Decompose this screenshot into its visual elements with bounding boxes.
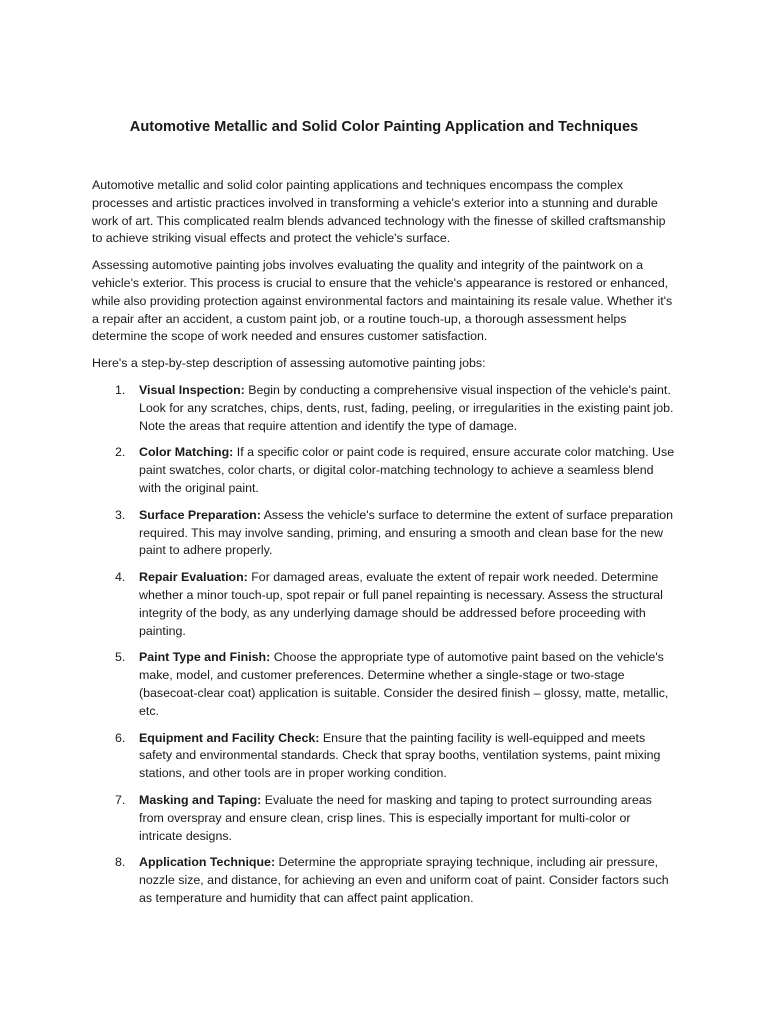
list-item-equipment-and-facility-check — [92, 730, 676, 783]
step-name: Paint Type and Finish: — [139, 650, 271, 665]
step-number: 3. — [115, 507, 126, 522]
list-item-masking-and-taping — [92, 792, 676, 845]
list-item-surface-preparation — [92, 507, 676, 560]
step-number: 6. — [115, 730, 126, 745]
step-text: Assess the vehicle's surface to determine the extent of surface preparation required. This may involve sanding, priming, and ensuring a smooth and clean base for the new paint to adhere properly. — [139, 507, 674, 558]
step-text: For damaged areas, evaluate the extent of repair work needed. Determine whether a minor touch-up, spot repair or full panel repainting is necessary. Assess the structural integrity of the body, as any underlying damage should be addressed before proceeding with painting. — [139, 570, 663, 638]
step-number: 1. — [115, 382, 126, 397]
step-number: 4. — [115, 570, 126, 585]
step-number: 5. — [115, 650, 126, 665]
step-number: 7. — [115, 792, 126, 807]
step-name: Application Technique: — [139, 855, 276, 870]
list-item-application-technique — [92, 854, 676, 907]
intro-paragraph: Automotive metallic and solid color painting applications and techniques encompass the complex processes and artistic practices involved in transforming a vehicle's exterior into a stunning and durable work of art. This complicated realm blends advanced technology with the finesse of skilled craftsmanship to achieve striking visual effects and protect the vehicle's surface. — [92, 178, 666, 246]
step-text: Evaluate the need for masking and taping to protect surrounding areas from overspray and ensure clean, crisp lines. This is especially important for multi-color or intricate designs. — [139, 792, 652, 843]
step-text: Choose the appropriate type of automotive paint based on the vehicle's make, model, and customer preferences. Determine whether a single-stage or two-stage (basecoat-clear coat) application is suitable. Consider the desired finish – glossy, matte, metallic, etc. — [139, 650, 669, 718]
assessment-paragraph: Assessing automotive painting jobs involves evaluating the quality and integrity of the paintwork on a vehicle's exterior. This process is crucial to ensure that the vehicle's appearance is restored or enhanced, while also providing protection against environmental factors and maintaining its resale value. Whether it's a repair after an accident, a custom paint job, or a routine touch-up, a thorough assessment helps determine the scope of work needed and ensures customer satisfaction. — [92, 258, 673, 344]
step-name: Color Matching: — [139, 445, 234, 460]
step-text: Ensure that the painting facility is well-equipped and meets safety and environmental standards. Check that spray booths, ventilation systems, paint mixing stations, and other tools are in proper working condition. — [139, 730, 661, 781]
step-name: Masking and Taping: — [139, 792, 262, 807]
list-item-paint-type-and-finish — [92, 649, 676, 720]
step-text: If a specific color or paint code is required, ensure accurate color matching. Use paint swatches, color charts, or digital color-matching technology to achieve a seamless blend with the original paint. — [139, 445, 675, 495]
step-text: Determine the appropriate spraying technique, including air pressure, nozzle size, and distance, for achieving an even and uniform coat of paint. Consider factors such as temperature and humidity that can affect paint application. — [139, 855, 669, 905]
steps-intro-paragraph: Here's a step-by-step description of assessing automotive painting jobs: — [92, 356, 486, 371]
step-name: Equipment and Facility Check: — [139, 730, 320, 745]
list-item-repair-evaluation — [92, 569, 676, 640]
steps-list — [92, 382, 676, 908]
step-text: Begin by conducting a comprehensive visual inspection of the vehicle's paint. Look for any scratches, chips, dents, rust, fading, peeling, or irregularities in the existing paint job. Note the areas that require attention and identify the type of damage. — [139, 382, 674, 433]
step-name: Repair Evaluation: — [139, 570, 248, 585]
document-title: Automotive Metallic and Solid Color Painting Application and Techniques — [129, 119, 639, 135]
step-number: 2. — [115, 445, 126, 460]
list-item-visual-inspection — [92, 382, 676, 435]
step-name: Visual Inspection: — [139, 382, 245, 397]
list-item-color-matching — [92, 444, 676, 497]
step-name: Surface Preparation: — [139, 507, 261, 522]
document-page — [92, 117, 676, 917]
step-number: 8. — [115, 855, 126, 870]
